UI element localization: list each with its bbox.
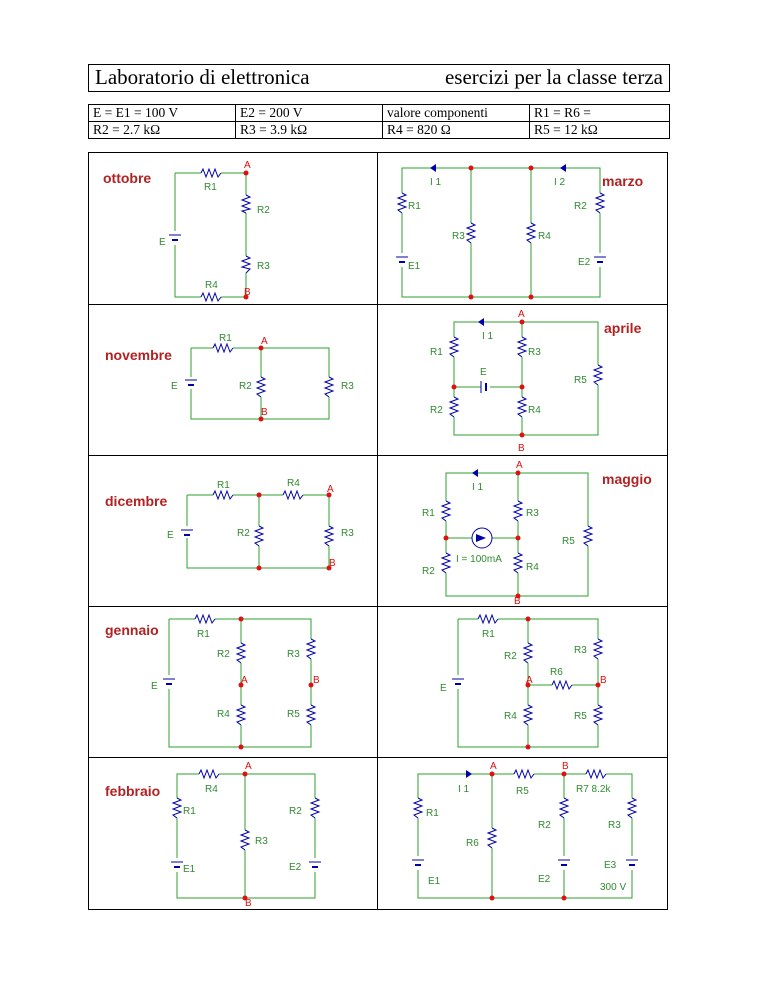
circuit-label: R4: [526, 562, 539, 573]
table-cell: R1 = R6 =: [530, 105, 670, 122]
month-label: dicembre: [105, 493, 168, 509]
table-cell: R4 = 820 Ω: [383, 122, 530, 139]
circuit-label: A: [490, 761, 497, 772]
table-cell: R5 = 12 kΩ: [530, 122, 670, 139]
circuit-label: R1: [426, 808, 439, 819]
circuit-label: R2: [538, 820, 551, 831]
circuit-gennaio-variant: [378, 607, 666, 758]
circuit-label: B: [245, 898, 252, 909]
month-label: maggio: [602, 471, 652, 487]
circuit-label: R3: [452, 231, 465, 242]
circuit-label: R4: [205, 280, 218, 291]
circuit-label: R1: [204, 182, 217, 193]
circuit-aprile: [378, 305, 666, 456]
circuit-label: R2: [574, 201, 587, 212]
month-label: gennaio: [105, 622, 159, 638]
circuit-label: R3: [526, 508, 539, 519]
circuit-label: R1: [197, 629, 210, 640]
circuit-label: R3: [341, 528, 354, 539]
circuit-label: B: [329, 558, 336, 569]
circuit-label: A: [245, 761, 252, 772]
month-label: ottobre: [103, 170, 152, 186]
circuit-label: I = 100mA: [456, 554, 502, 565]
circuit-gennaio: [89, 607, 377, 758]
circuit-label: E1: [183, 864, 196, 875]
circuit-label: E1: [428, 876, 441, 887]
circuit-label: B: [261, 407, 268, 418]
circuit-label: R6: [550, 667, 563, 678]
circuit-label: R4: [287, 478, 300, 489]
circuit-label: B: [518, 443, 525, 454]
circuit-label: B: [514, 596, 521, 607]
table-cell: E = E1 = 100 V: [89, 105, 236, 122]
circuit-label: E: [159, 237, 166, 248]
circuit-label: A: [518, 309, 525, 320]
circuit-label: A: [526, 675, 533, 686]
month-label: febbraio: [105, 783, 161, 799]
circuit-label: R5: [516, 786, 529, 797]
circuit-label: A: [244, 160, 251, 171]
circuit-label: R3: [341, 381, 354, 392]
circuit-label: R2: [237, 528, 250, 539]
circuit-label: E2: [538, 874, 551, 885]
circuit-label: R1: [183, 806, 196, 817]
circuit-label: R2: [217, 649, 230, 660]
circuit-label: R4: [217, 709, 230, 720]
circuit-label: R1: [430, 347, 443, 358]
circuit-label: R4: [205, 784, 218, 795]
circuit-label: R2: [239, 381, 252, 392]
table-row: [89, 105, 670, 122]
header-subtitle: esercizi per la classe terza: [444, 65, 663, 89]
circuit-label: E3: [604, 860, 617, 871]
circuit-label: E2: [289, 862, 302, 873]
circuit-label: A: [516, 460, 523, 471]
header-title: Laboratorio di elettronica: [95, 65, 310, 89]
circuit-label: B: [600, 675, 607, 686]
circuit-label: E1: [408, 261, 421, 272]
circuit-label: R3: [255, 836, 268, 847]
circuit-label: R1: [422, 508, 435, 519]
circuit-label: R2: [257, 205, 270, 216]
circuit-label: R6: [466, 838, 479, 849]
circuit-label: E: [167, 530, 174, 541]
circuit-label: R3: [257, 261, 270, 272]
circuit-label: R3: [528, 347, 541, 358]
circuit-label: R7 8.2k: [576, 784, 611, 795]
circuit-marzo: [378, 153, 666, 304]
circuit-novembre: [89, 305, 377, 456]
circuit-label: R1: [482, 629, 495, 640]
circuit-label: R4: [504, 711, 517, 722]
circuit-label: E2: [578, 257, 591, 268]
circuit-label: R3: [287, 649, 300, 660]
circuit-label: A: [261, 336, 268, 347]
circuit-label: R1: [217, 480, 230, 491]
circuit-label: R5: [574, 375, 587, 386]
month-label: aprile: [604, 320, 642, 336]
circuit-maggio: [378, 456, 666, 607]
circuit-label: R2: [289, 806, 302, 817]
circuit-label: B: [562, 761, 569, 772]
circuit-label: I 2: [554, 177, 566, 188]
circuit-label: E: [440, 683, 447, 694]
circuit-label: R4: [538, 231, 551, 242]
circuit-label: R2: [422, 566, 435, 577]
table-cell: R3 = 3.9 kΩ: [236, 122, 383, 139]
circuit-label: R5: [287, 709, 300, 720]
circuit-febbraio-variant: [378, 758, 666, 909]
circuit-label: R2: [430, 405, 443, 416]
circuit-label: A: [327, 484, 334, 495]
circuit-label: R5: [562, 536, 575, 547]
circuit-label: B: [313, 675, 320, 686]
month-label: novembre: [105, 347, 172, 363]
component-values-table: [88, 104, 670, 139]
circuit-febbraio: [89, 758, 377, 909]
table-row: [89, 122, 670, 139]
circuit-dicembre: [89, 456, 377, 607]
circuit-label: R3: [574, 645, 587, 656]
circuit-label: I 1: [458, 784, 470, 795]
circuit-label: B: [244, 287, 251, 298]
circuit-label: I 1: [482, 331, 494, 342]
header-box: [88, 64, 670, 92]
circuit-label: R3: [608, 820, 621, 831]
circuit-label: R1: [219, 333, 232, 344]
circuit-label: E: [151, 681, 158, 692]
table-cell: R2 = 2.7 kΩ: [89, 122, 236, 139]
circuit-label: R4: [528, 405, 541, 416]
circuit-label: E: [480, 367, 487, 378]
circuit-label: R2: [504, 651, 517, 662]
circuit-label: I 1: [430, 177, 442, 188]
circuit-label: A: [241, 675, 248, 686]
month-label: marzo: [602, 173, 644, 189]
circuit-label: 300 V: [600, 882, 627, 893]
circuit-label: I 1: [472, 482, 484, 493]
circuit-ottobre: [89, 153, 377, 304]
circuit-label: R1: [408, 201, 421, 212]
table-cell: E2 = 200 V: [236, 105, 383, 122]
table-cell: valore componenti: [383, 105, 530, 122]
circuit-label: R5: [574, 711, 587, 722]
circuit-grid: [88, 152, 668, 910]
circuit-label: E: [171, 381, 178, 392]
